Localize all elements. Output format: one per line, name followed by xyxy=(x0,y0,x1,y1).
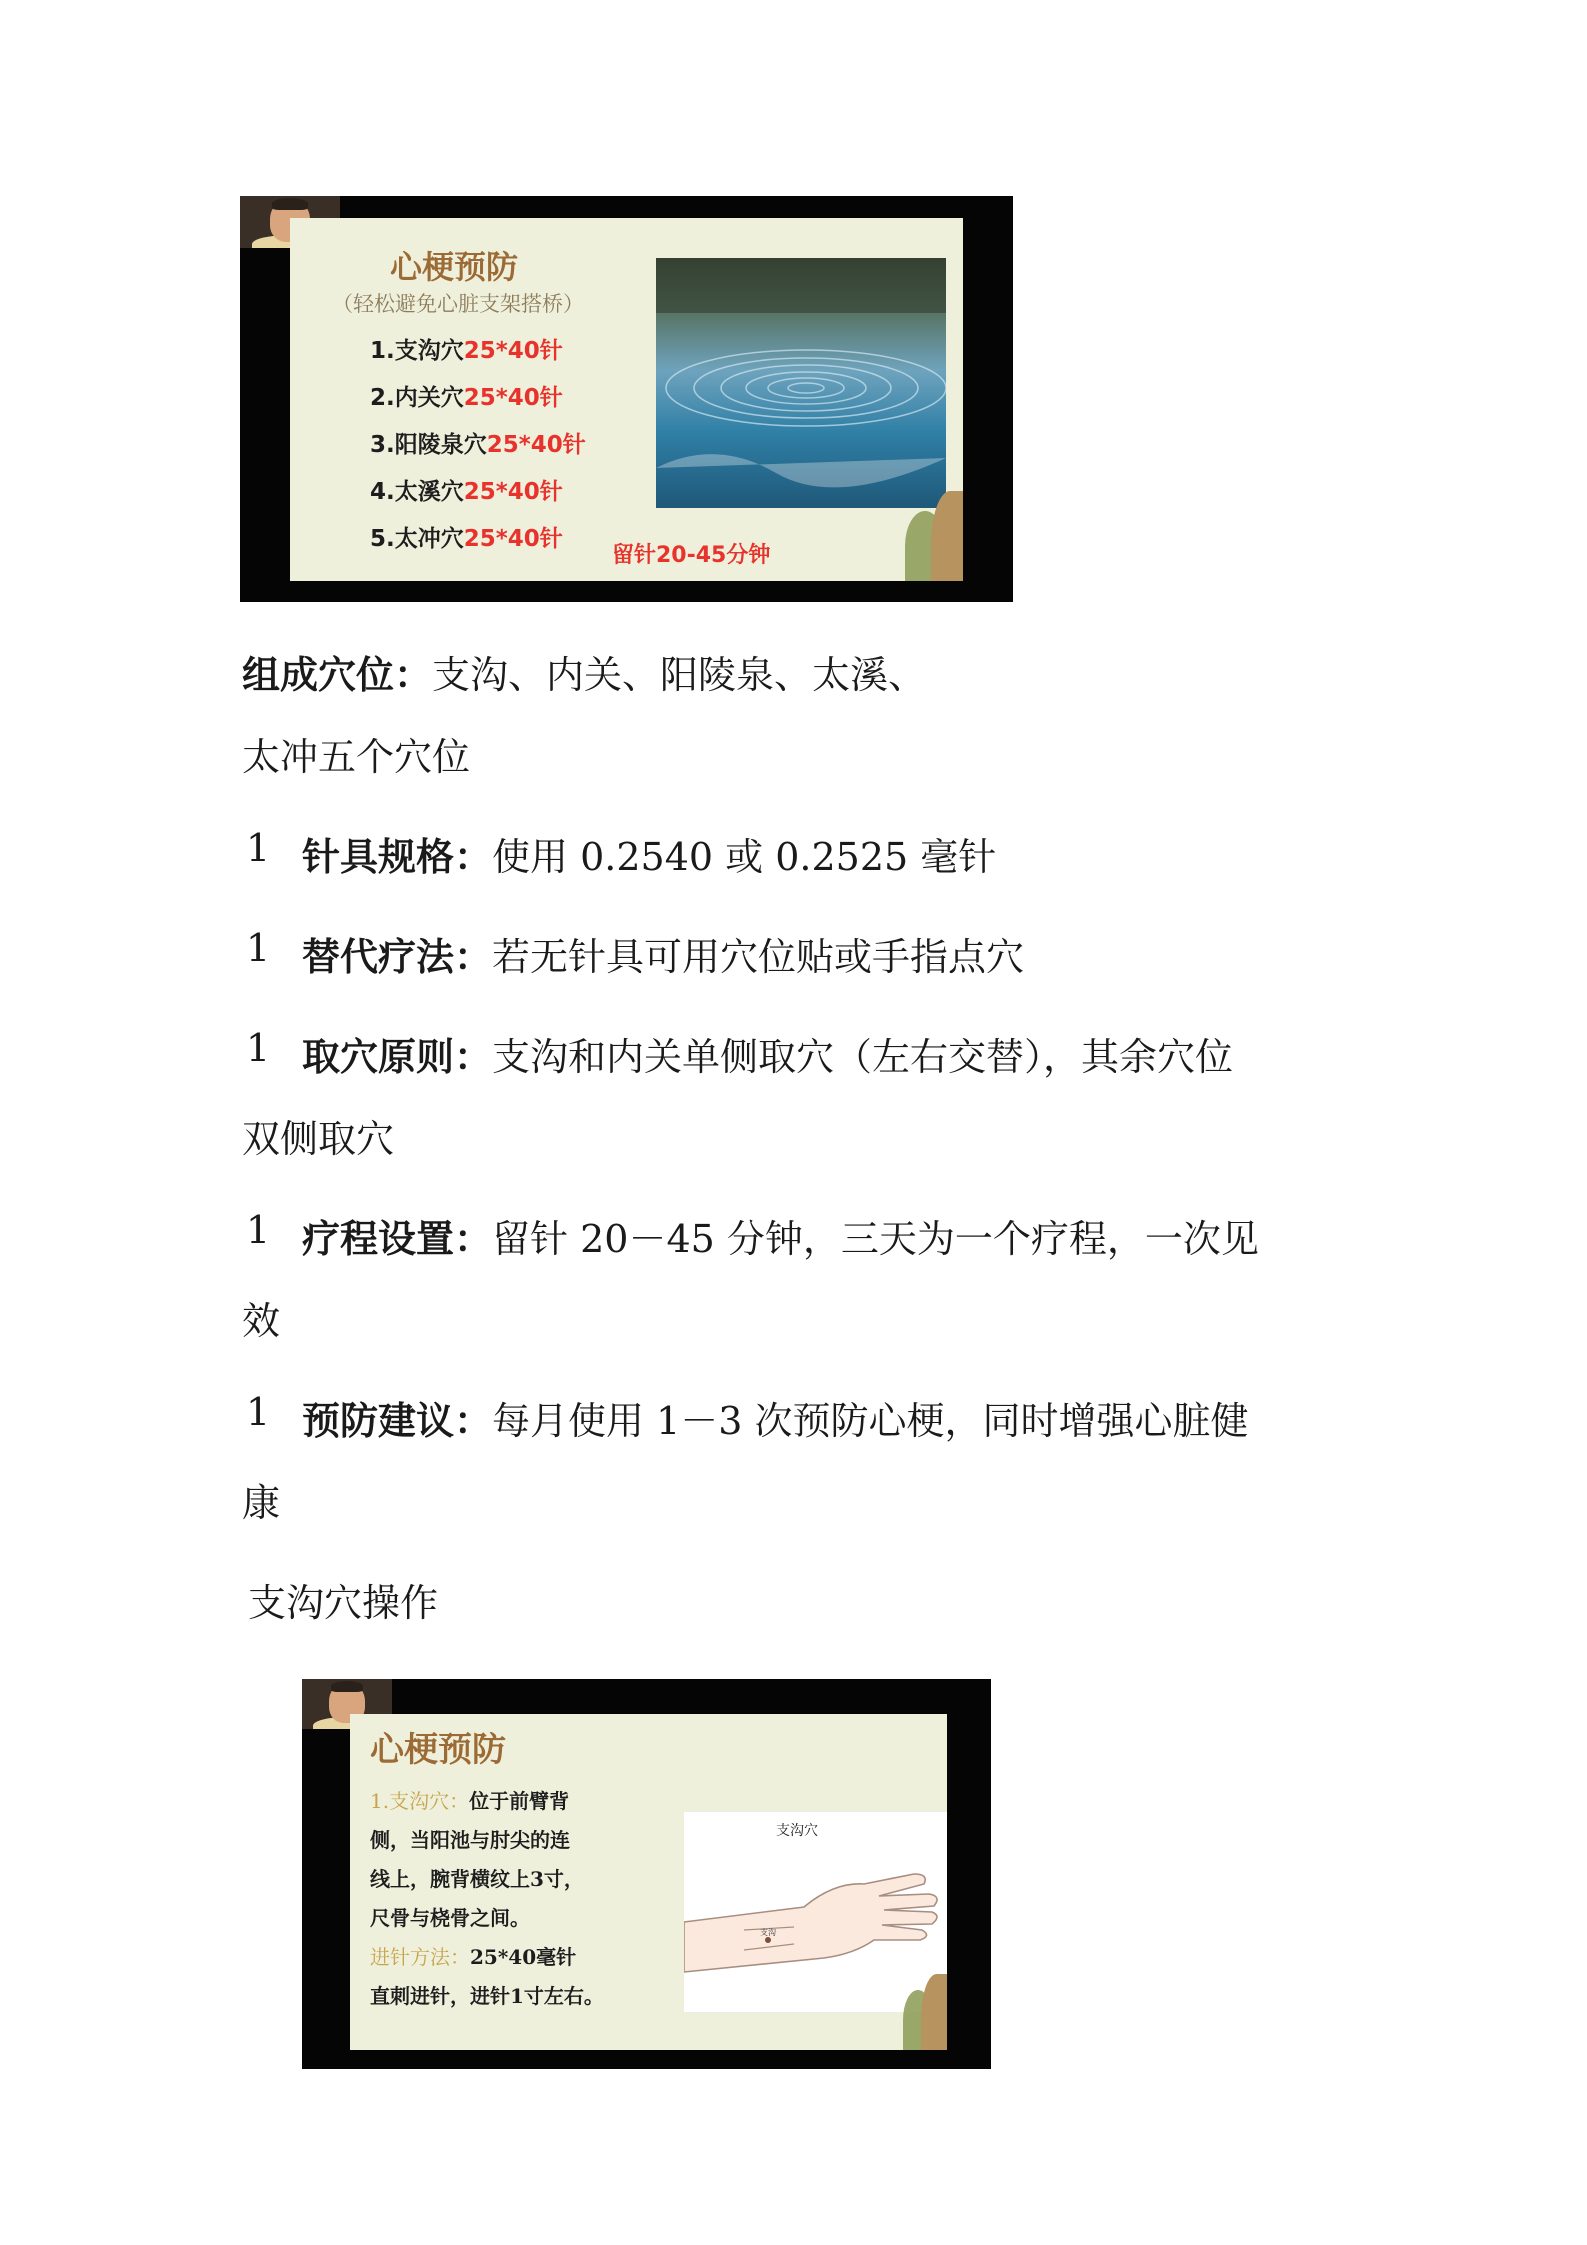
slide-1-subtitle: （轻松避免心脏支架搭桥） xyxy=(332,292,584,316)
water-ripple-image xyxy=(656,258,946,508)
bullet-marker: 1 xyxy=(246,926,271,970)
bullet-marker: 1 xyxy=(246,826,271,870)
list-item: 3.阳陵泉穴25*40针 xyxy=(370,432,586,458)
acupoint-label: 支沟穴 xyxy=(776,1823,818,1839)
section-title: 支沟穴操作 xyxy=(248,1581,439,1625)
slide-2-content xyxy=(350,1714,947,2050)
forearm-illustration xyxy=(684,1812,947,2012)
slide-1-content xyxy=(290,218,963,581)
bullet-alternative-therapy: 替代疗法：若无针具可用穴位贴或手指点穴 xyxy=(302,934,1025,979)
list-item: 2.内关穴25*40针 xyxy=(370,385,563,411)
slide-image-1 xyxy=(240,196,1013,602)
bullet-marker: 1 xyxy=(246,1026,271,1070)
list-item: 1.支沟穴25*40针 xyxy=(370,338,563,364)
bullet-treatment-course-cont: 效 xyxy=(242,1299,281,1343)
acupoint-list xyxy=(370,328,586,563)
slide-1-title: 心梗预防 xyxy=(390,248,519,286)
composition-line-1: 组成穴位：支沟、内关、阳陵泉、太溪、 xyxy=(242,652,927,697)
svg-text:支沟: 支沟 xyxy=(760,1928,776,1937)
bullet-point-selection: 取穴原则：支沟和内关单侧取穴（左右交替），其余穴位 xyxy=(302,1034,1234,1079)
bullet-treatment-course: 疗程设置：留针 20－45 分钟，三天为一个疗程，一次见 xyxy=(302,1216,1259,1261)
list-item: 4.太溪穴25*40针 xyxy=(370,479,563,505)
slide-2-title: 心梗预防 xyxy=(370,1730,506,1770)
bullet-prevention-advice: 预防建议：每月使用 1－3 次预防心梗，同时增强心脏健 xyxy=(302,1398,1249,1443)
bullet-needle-spec: 针具规格：使用 0.2540 或 0.2525 毫针 xyxy=(302,834,997,879)
bullet-marker: 1 xyxy=(246,1208,271,1252)
bullet-marker: 1 xyxy=(246,1390,271,1434)
retention-time-label: 留针20-45分钟 xyxy=(612,543,771,568)
slide-image-2 xyxy=(302,1679,991,2069)
composition-line-2: 太冲五个穴位 xyxy=(242,735,471,779)
bullet-prevention-advice-cont: 康 xyxy=(242,1481,281,1525)
acupoint-description: 1.支沟穴：位于前臂背 侧，当阳池与肘尖的连 线上，腕背横纹上3寸， 尺骨与桡骨之间。 进针方法：25*40毫针 直刺进针，进针1寸左右。 xyxy=(370,1789,604,2008)
list-item: 5.太冲穴25*40针 xyxy=(370,526,563,552)
bullet-point-selection-cont: 双侧取穴 xyxy=(242,1117,395,1161)
